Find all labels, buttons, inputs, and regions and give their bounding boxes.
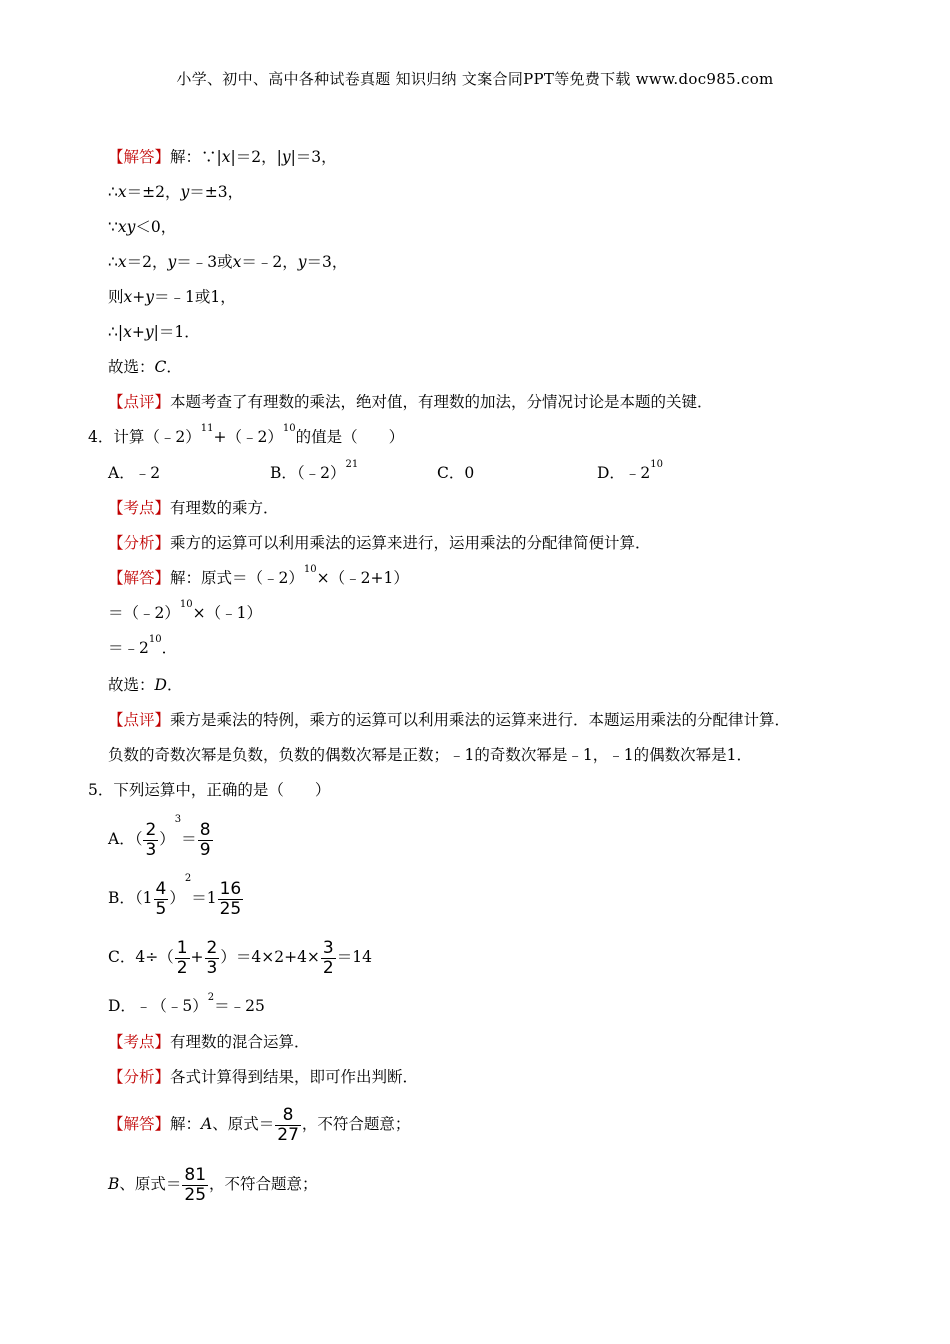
- q4-option-c: C．0: [437, 464, 475, 482]
- fraction: $\frac{2}{3}$: [145, 819, 157, 860]
- fraction: $\frac{3}{2}$: [322, 937, 334, 978]
- q4-comment-line-1: 【点评】乘方是乘法的特例，乘方的运算可以利用乘法的运算来进行．本题运用乘法的分配律计算．: [108, 711, 791, 729]
- q5-option-c: C．4÷（ $\frac{1}{2}$ + $\frac{2}{3}$ ）＝4×2+4× $\frac{3}{2}$ ＝14: [108, 937, 372, 978]
- q4-solution-line-3: $=﹣2^{10}$．: [108, 634, 178, 657]
- q5-solution-b: B、原式＝ $\frac{81}{25}$ ，不符合题意；: [108, 1164, 318, 1205]
- fraction: $\frac{1}{2}$: [176, 937, 188, 978]
- fraction: $\frac{4}{5}$: [155, 878, 167, 919]
- fraction: $\frac{8}{27}$: [277, 1104, 299, 1145]
- q4-option-d: D．$﹣2^{10}$: [597, 459, 664, 482]
- fraction: $\frac{81}{25}$: [184, 1164, 207, 1205]
- q5-solution-a: 【解答】解：A、原式＝ $\frac{8}{27}$ ，不符合题意；: [108, 1104, 411, 1145]
- q5-option-b: B．（1 $\frac{4}{5}$ ）$^2$＝1 $\frac{16}{25}$: [108, 873, 242, 919]
- q4-fenxi: 【分析】乘方的运算可以利用乘法的运算来进行，运用乘法的分配律简便计算．: [108, 534, 651, 552]
- q4-kaodian: 【考点】有理数的乘方．: [108, 499, 279, 517]
- answer-tag: 【解答】: [108, 148, 171, 166]
- fraction: $\frac{2}{3}$: [206, 937, 218, 978]
- q4-solution-line-2: ＝（﹣2）$^{10}$×（﹣1）: [108, 599, 262, 622]
- q3-solution-line-5: 则x+y＝﹣1或1，: [108, 288, 236, 306]
- q4-stem: 4．计算（﹣2）$^{11}$+（﹣2）$^{10}$的值是（ ）: [88, 423, 405, 446]
- q4-options: [108, 459, 664, 484]
- q3-comment: 【点评】本题考查了有理数的乘法，绝对值，有理数的加法，分情况讨论是本题的关键．: [108, 393, 713, 411]
- q4-comment-line-2: 负数的奇数次幂是负数，负数的偶数次幂是正数；﹣1的奇数次幂是﹣1，﹣1的偶数次幂是1．: [108, 746, 752, 764]
- fraction: $\frac{8}{9}$: [199, 819, 211, 860]
- q3-solution-line-4: ∴x＝2，y＝﹣3或x＝﹣2，y＝3，: [108, 253, 348, 271]
- q4-option-b: B．（﹣2）$^{21}$: [270, 459, 359, 482]
- q5-option-d: D．﹣（﹣5）$^2$＝﹣25: [108, 992, 265, 1015]
- q5-stem: 5．下列运算中，正确的是（ ）: [88, 781, 331, 799]
- q5-option-a: A．（ $\frac{2}{3}$ ）$^3$＝ $\frac{8}{9}$: [108, 814, 211, 860]
- q5-kaodian: 【考点】有理数的混合运算．: [108, 1033, 310, 1051]
- q3-solution-line-2: ∴x＝±2，y＝±3，: [108, 183, 244, 201]
- q4-option-a: A．﹣2: [108, 464, 161, 482]
- q4-solution-line-1: 【解答】解：原式＝（﹣2）$^{10}$×（﹣2+1）: [108, 564, 409, 587]
- q3-solution-line-6: ∴|x+y|＝1．: [108, 323, 200, 341]
- q3-choice: 故选：C．: [108, 358, 182, 376]
- page-header: 小学、初中、高中各种试卷真题 知识归纳 文案合同PPT等免费下载 www.doc985.com: [176, 70, 774, 88]
- q5-fenxi: 【分析】各式计算得到结果，即可作出判断．: [108, 1068, 419, 1086]
- q3-solution-line-3: ∵xy＜0，: [108, 218, 177, 236]
- q4-choice: 故选：D．: [108, 676, 183, 694]
- comment-tag: 【点评】: [108, 393, 171, 411]
- q3-solution-line-1: 【解答】解：∵|x|＝2，|y|＝3，: [108, 148, 337, 166]
- fraction: $\frac{16}{25}$: [219, 878, 242, 919]
